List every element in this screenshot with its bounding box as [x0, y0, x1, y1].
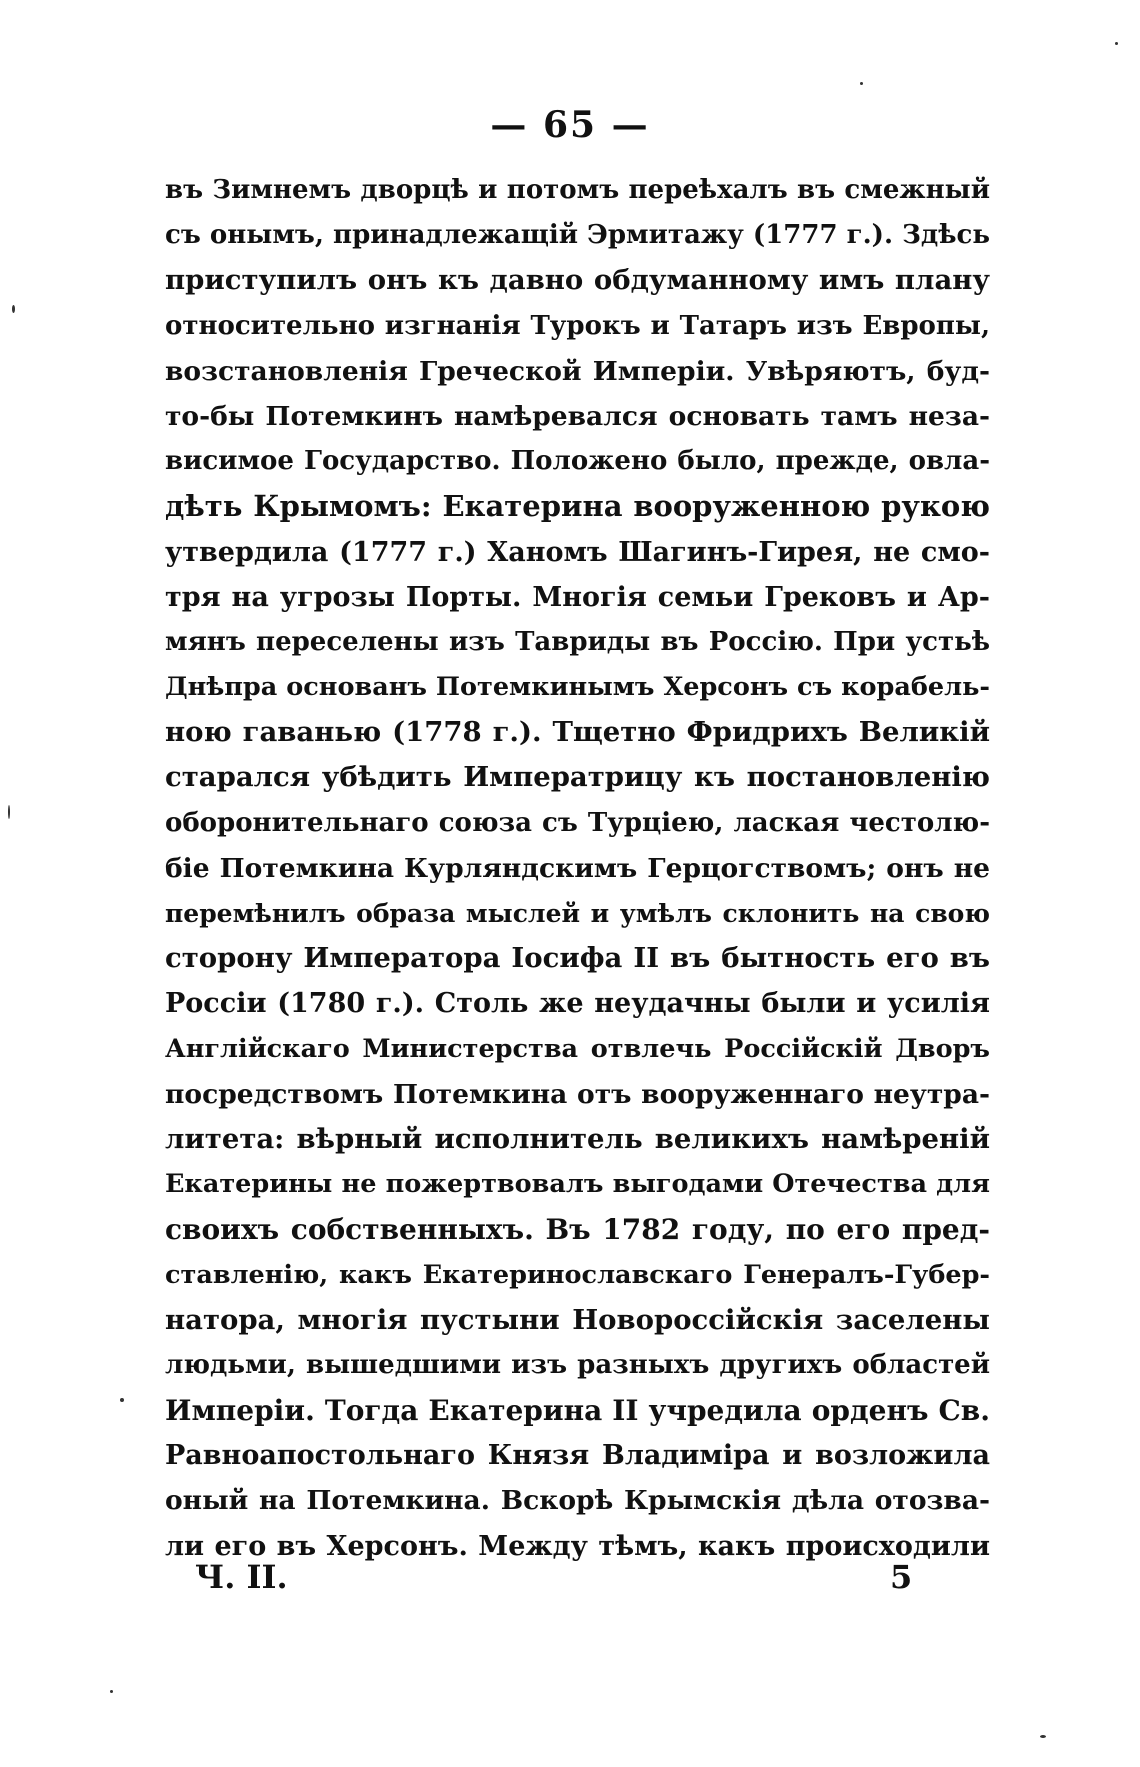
text-line: біе Потемкина Курляндскимъ Герцогствомъ; онъ не: [165, 852, 990, 884]
text-line: относительно изгнанія Турокъ и Татаръ изъ Европы,: [165, 310, 990, 341]
scan-speck: [120, 1398, 124, 1402]
scan-speck: [8, 805, 10, 819]
text-line: Имперіи. Тогда Екатерина II учредила орденъ Св.: [165, 1394, 990, 1428]
text-line: дѣть Крымомъ: Екатерина вооруженною рукою: [165, 489, 990, 524]
text-line: оборонительнаго союза съ Турціею, лаская честолю-: [165, 807, 990, 838]
text-line: съ онымъ, принадлежащій Эрмитажу (1777 г.). Здѣсь: [165, 220, 990, 251]
page-number: — 65 —: [490, 104, 650, 146]
text-line: висимое Государство. Положено было, прежде, овла-: [165, 446, 990, 477]
text-line: натора, многія пустыни Новороссійскія заселены: [165, 1303, 990, 1336]
text-line: перемѣнилъ образа мыслей и умѣлъ склонить на свою: [165, 899, 990, 928]
scan-speck: [110, 1690, 113, 1693]
page-footer: [0, 1558, 1140, 1608]
text-line: Англійскаго Министерства отвлечь Россійскій Дворъ: [165, 1033, 990, 1064]
signature-mark: 5: [890, 1558, 913, 1596]
scan-speck: [12, 305, 15, 313]
text-line: литета: вѣрный исполнитель великихъ намѣреній: [165, 1122, 990, 1155]
body-text: [165, 168, 990, 1569]
text-line: оный на Потемкина. Вскорѣ Крымскія дѣла отозва-: [165, 1485, 990, 1517]
scan-speck: [1115, 42, 1118, 45]
text-line: посредствомъ Потемкина отъ вооруженнаго неутра-: [165, 1078, 990, 1110]
text-line: сторону Императора Іосифа II въ бытность его въ: [165, 942, 990, 975]
text-line: старался убѣдить Императрицу къ постановленію: [165, 761, 990, 794]
text-line: возстановленія Греческой Имперіи. Увѣряютъ, буд-: [165, 355, 990, 387]
text-line: приступилъ онъ къ давно обдуманному имъ плану: [165, 264, 990, 297]
scan-speck: [860, 82, 863, 85]
text-line: тря на угрозы Порты. Многія семьи Грековъ и Ар-: [165, 581, 990, 613]
text-line: Россіи (1780 г.). Столь же неудачны были и усилія: [165, 988, 990, 1020]
text-line: Екатерины не пожертвовалъ выгодами Отечества для: [165, 1169, 990, 1200]
text-line: людьми, вышедшими изъ разныхъ другихъ областей: [165, 1349, 990, 1380]
text-line: то-бы Потемкинъ намѣревался основать тамъ неза-: [165, 400, 990, 432]
scan-speck: [1040, 1735, 1046, 1738]
text-line: ставленію, какъ Екатеринославскаго Генералъ-Губер-: [165, 1259, 990, 1290]
text-line: въ Зимнемъ дворцѣ и потомъ переѣхалъ въ смежный: [165, 175, 990, 205]
text-line: утвердила (1777 г.) Ханомъ Шагинъ-Гирея, не смо-: [165, 536, 990, 568]
text-line: Днѣпра основанъ Потемкинымъ Херсонъ съ корабель-: [165, 672, 990, 703]
text-line: мянъ переселены изъ Тавриды въ Россію. При устьѣ: [165, 626, 990, 657]
text-line: Равноапостольнаго Князя Владиміра и возложила: [165, 1440, 990, 1472]
part-label: Ч. II.: [195, 1558, 288, 1596]
text-line: ною гаванью (1778 г.). Тщетно Фридрихъ Великій: [165, 716, 990, 749]
text-line: ли его въ Херсонъ. Между тѣмъ, какъ происходили: [165, 1530, 990, 1562]
text-line: своихъ собственныхъ. Въ 1782 году, по его пред-: [165, 1213, 990, 1247]
